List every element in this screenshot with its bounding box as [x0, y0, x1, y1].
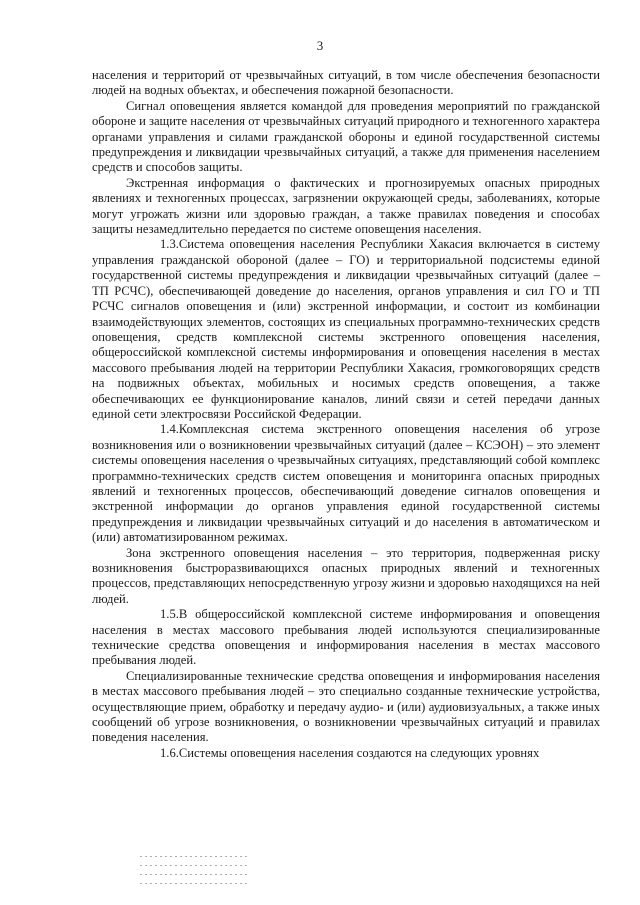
item-number: 1.3. [160, 237, 179, 252]
paragraph [92, 176, 600, 238]
paragraph-text: Системы оповещения населения создаются на следующих уровнях [178, 745, 540, 760]
numbered-paragraph [92, 422, 600, 545]
item-number: 1.4. [160, 422, 179, 437]
document-body [92, 68, 600, 761]
item-number: 1.5. [160, 607, 179, 622]
numbered-paragraph [92, 746, 600, 761]
paragraph [92, 99, 600, 176]
paragraph [92, 546, 600, 608]
paragraph-text: населения и территорий от чрезвычайных ситуаций, в том числе обеспечения безопасности людей на водных объектах, и обеспечения пожарной безопасности. [92, 68, 600, 98]
paragraph-text: Комплексная система экстренного оповещения населения об угрозе возникновения или о возникновении чрезвычайных ситуаций (далее – КСЭОН) – это элемент системы оповещения населения о чрезвычайных ситуациях, представляющий собой комплекс программно-технических средств систем оповещения и мониторинга опасных природных явлений и техногенных процессов, обеспечивающий доведение сигналов оповещения и экстренной информации до органов управления единой государственной системы предупреждения и ликвидации чрезвычайных ситуаций и до населения в автоматическом и (или) автоматизированном режимах. [92, 422, 600, 545]
stamp-line [140, 856, 250, 857]
paragraph [92, 68, 600, 99]
paragraph [92, 669, 600, 746]
paragraph-text: В общероссийской комплексной системе информирования и оповещения населения в местах массового пребывания людей используются специализированные технические средства оповещения и информирования населения в местах массового пребывания людей. [92, 607, 600, 668]
paragraph-text: Система оповещения населения Республики Хакасия включается в систему управления гражданской обороной (далее – ГО) и территориальной подсистемы единой государственной системы предупреждения и ликвидации чрезвычайных ситуаций (далее – ТП РСЧС), обеспечивающей доведение до населения, органов управления и сил ГО и ТП РСЧС сигналов оповещения и (или) экстренной информации, и состоит из комбинации взаимодействующих элементов, состоящих из специальных программно-технических средств оповещения, средств комплексной системы экстренного оповещения населения, общероссийской комплексной системы информирования и оповещения населения в местах массового пребывания людей на территории Республики Хакасия, громкоговорящих средств на подвижных объектах, мобильных и носимых средств оповещения, а также обеспечивающих ее функционирование каналов, линий связи и сетей передачи данных единой сети электросвязи Российской Федерации. [92, 237, 600, 421]
numbered-paragraph [92, 237, 600, 422]
stamp-line [140, 883, 250, 884]
item-number: 1.6. [160, 745, 179, 760]
paragraph-text: Зона экстренного оповещения населения – это территория, подверженная риску возникновения быстроразвивающихся опасных природных явлений и техногенных процессов, представляющих непосредственную угрозу жизни и здоровью находящихся на ней людей. [92, 545, 600, 606]
paragraph-text: Специализированные технические средства оповещения и информирования населения в местах массового пребывания людей – это специально созданные технические устройства, осуществляющие прием, обработку и передачу аудио- и (или) аудиовизуальных, а также иных сообщений об угрозе возникновения, о возникновении чрезвычайных ситуаций и правилах поведения населения. [92, 668, 600, 745]
stamp-line [140, 874, 250, 875]
stamp-line [140, 865, 250, 866]
numbered-paragraph [92, 607, 600, 669]
paragraph-text: Сигнал оповещения является командой для проведения мероприятий по гражданской обороне и защите населения от чрезвычайных ситуаций природного и техногенного характера органами управления и силами гражданской обороны и единой государственной системы предупреждения и ликвидации чрезвычайных ситуаций, а также для применения населением средств и способов защиты. [92, 98, 600, 175]
paragraph-text: Экстренная информация о фактических и прогнозируемых опасных природных явлениях и техногенных процессах, загрязнении окружающей среды, заболеваниях, которые могут угрожать жизни или здоровью граждан, а также правилах поведения и способах защиты незамедлительно передается по системе оповещения населения. [92, 175, 600, 237]
page-number: 3 [316, 38, 324, 53]
registration-stamp [140, 848, 250, 892]
